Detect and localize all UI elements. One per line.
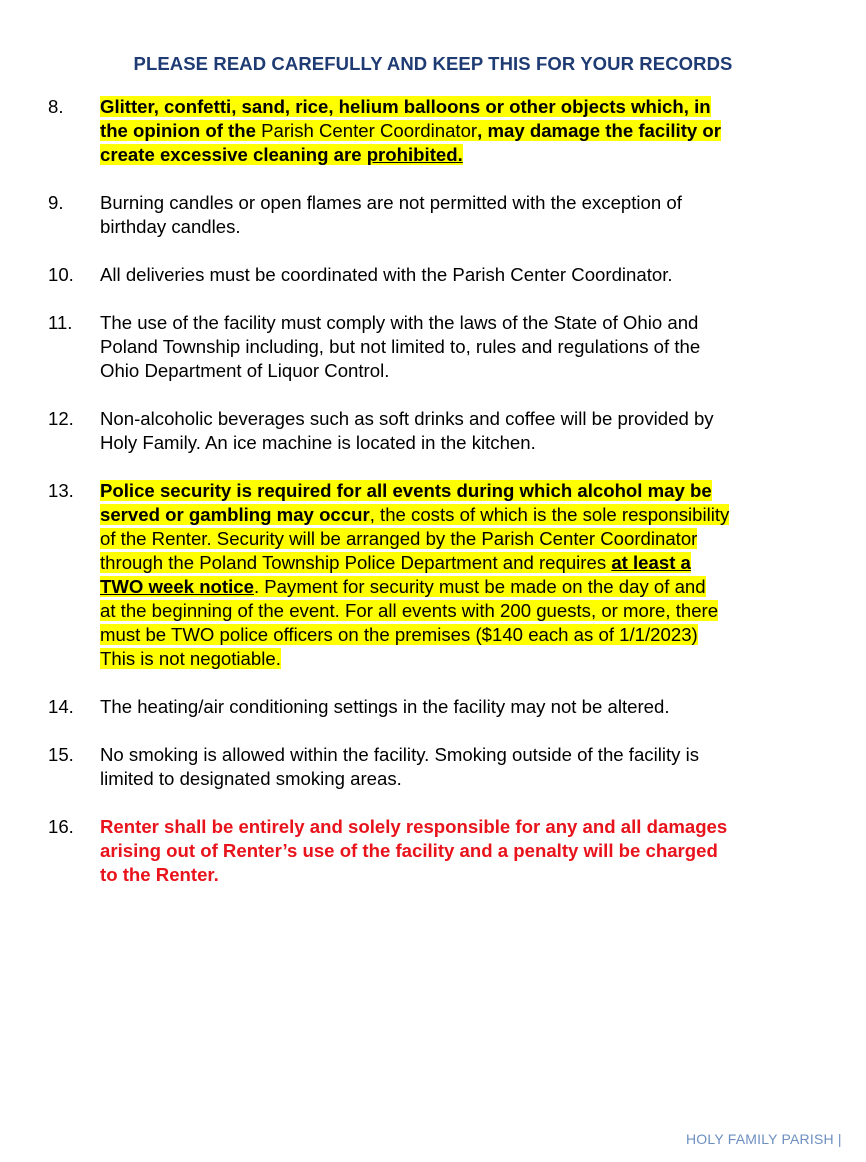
rule-text-line: arising out of Renter’s use of the facility and a penalty will be charged [100,840,718,861]
rule-text [100,407,820,455]
rule-text-segment: the opinion of the [100,120,262,141]
rule-text-line: The heating/air conditioning settings in the facility may not be altered. [100,696,670,717]
rule-text-line: Ohio Department of Liquor Control. [100,360,390,381]
rule-text-line: of the Renter. Security will be arranged by the Parish Center Coordinator [100,528,698,549]
rule-text-line: Burning candles or open flames are not permitted with the exception of [100,192,682,213]
rule-text-segment: served or gambling may occur [100,504,370,525]
rule-number: 15. [48,744,74,765]
rule-text-line: must be TWO police officers on the premises ($140 each as of 1/1/2023) [100,624,698,645]
notice-emphasis: TWO week notice [100,576,254,597]
rule-text [100,695,820,719]
rule-text-line: to the Renter. [100,864,219,885]
page-heading: PLEASE READ CAREFULLY AND KEEP THIS FOR YOUR RECORDS [133,53,733,74]
rule-text [100,263,820,287]
rule-text-line: This is not negotiable. [100,648,281,669]
prohibited-emphasis: prohibited. [366,144,463,165]
notice-emphasis: at least a [611,552,691,573]
rule-text-line: Poland Township including, but not limited to, rules and regulations of the [100,336,701,357]
rule-number: 16. [48,816,74,837]
rule-text-line: Renter shall be entirely and solely responsible for any and all damages [100,816,728,837]
rule-text [100,311,820,383]
rule-text [100,95,820,167]
rule-text [100,743,820,791]
rule-text-segment: Parish Center Coordinator [261,120,478,141]
rule-text-warning [100,815,820,887]
page-footer: HOLY FAMILY PARISH | [686,1131,842,1147]
rule-text-segment: . Payment for security must be made on the day of and [253,576,706,597]
rule-text-line: at the beginning of the event. For all events with 200 guests, or more, there [100,600,719,621]
rule-number: 10. [48,264,74,285]
rule-text-segment: , the costs of which is the sole responsibility [369,504,730,525]
rule-text-line: Glitter, confetti, sand, rice, helium balloons or other objects which, in [100,96,711,117]
rule-number: 14. [48,696,74,717]
rule-text-line: Non-alcoholic beverages such as soft drinks and coffee will be provided by [100,408,714,429]
rule-text [100,479,820,671]
rule-text-segment: create excessive cleaning are [100,144,367,165]
rule-number: 13. [48,480,74,501]
rule-text-line: Holy Family. An ice machine is located in the kitchen. [100,432,536,453]
rule-number: 9. [48,192,64,213]
rule-text-line: birthday candles. [100,216,241,237]
rule-text-line: All deliveries must be coordinated with the Parish Center Coordinator. [100,264,673,285]
rule-text-line: Police security is required for all events during which alcohol may be [100,480,712,501]
rule-number: 8. [48,96,64,117]
rule-number: 11. [48,312,73,333]
rule-number: 12. [48,408,74,429]
rule-text [100,191,820,239]
rule-text-line: The use of the facility must comply with the laws of the State of Ohio and [100,312,699,333]
rule-text-line: limited to designated smoking areas. [100,768,402,789]
rule-text-segment: , may damage the facility or [477,120,721,141]
rule-text-line: No smoking is allowed within the facility. Smoking outside of the facility is [100,744,700,765]
rule-text-segment: through the Poland Township Police Department and requires [100,552,612,573]
